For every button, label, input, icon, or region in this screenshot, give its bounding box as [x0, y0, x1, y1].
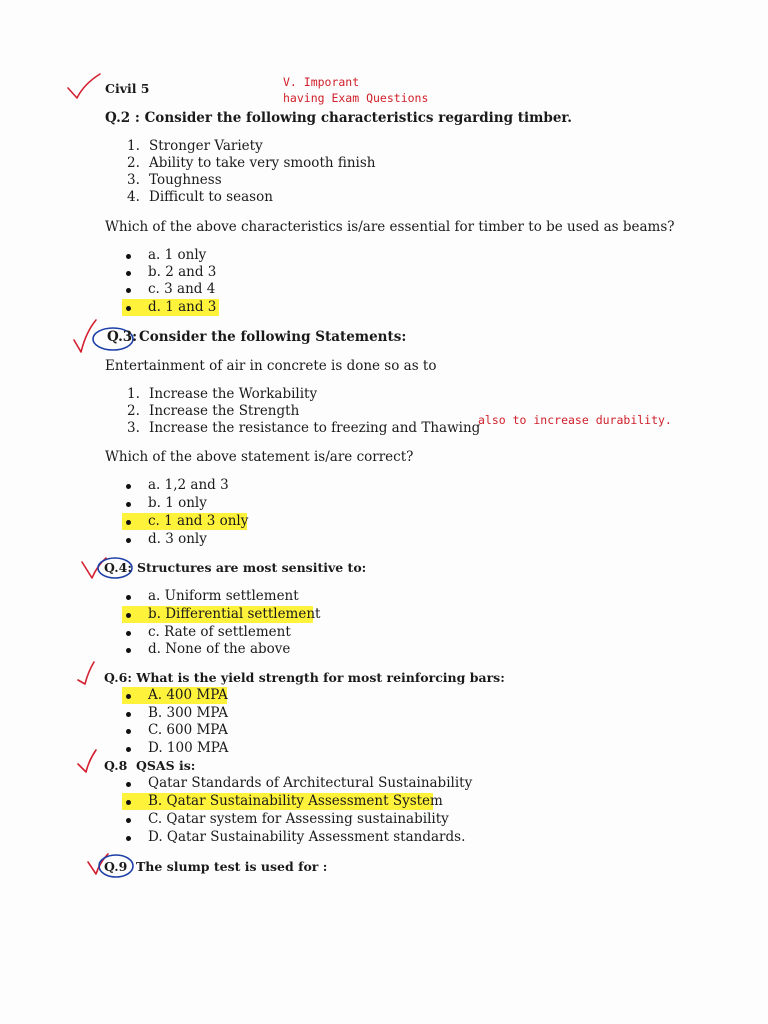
question-2-title: Q.2 : Consider the following characteristics regarding timber. — [105, 110, 573, 126]
handwritten-note-line2: having Exam Questions — [283, 91, 429, 105]
numbered-item: 1. Stronger Variety — [127, 138, 263, 154]
numbered-item: 4. Difficult to season — [127, 189, 273, 205]
course-title: Civil 5 — [105, 81, 150, 96]
question-4-label: Q.4: — [104, 560, 132, 575]
numbered-item: 2. Increase the Strength — [127, 403, 300, 419]
question-3-prompt: Which of the above statement is/are correct? — [105, 449, 414, 465]
question-6-title: Q.6: What is the yield strength for most reinforcing bars: — [104, 670, 505, 685]
question-9-title: The slump test is used for : — [136, 859, 328, 874]
question-3-intro: Entertainment of air in concrete is done so as to — [105, 358, 437, 374]
numbered-item: 2. Ability to take very smooth finish — [127, 155, 376, 171]
numbered-item: 3. Increase the resistance to freezing and Thawing — [127, 420, 481, 436]
check-mark-icon — [76, 660, 98, 688]
question-4-title: Structures are most sensitive to: — [137, 560, 367, 575]
handwritten-annotation: also to increase durability. — [478, 413, 672, 427]
check-mark-icon — [76, 748, 98, 776]
question-3-title: Consider the following Statements: — [139, 329, 407, 345]
question-3-label: Q.3: — [107, 329, 138, 345]
handwritten-note-line1: V. Imporant — [283, 75, 360, 89]
question-8-title: Q.8 QSAS is: — [104, 758, 196, 773]
check-mark-icon — [66, 72, 102, 102]
question-2-prompt: Which of the above characteristics is/are essential for timber to be used as beams? — [105, 219, 675, 235]
numbered-item: 3. Toughness — [127, 172, 222, 188]
question-9-label: Q.9 — [104, 859, 128, 874]
numbered-item: 1. Increase the Workability — [127, 386, 318, 402]
